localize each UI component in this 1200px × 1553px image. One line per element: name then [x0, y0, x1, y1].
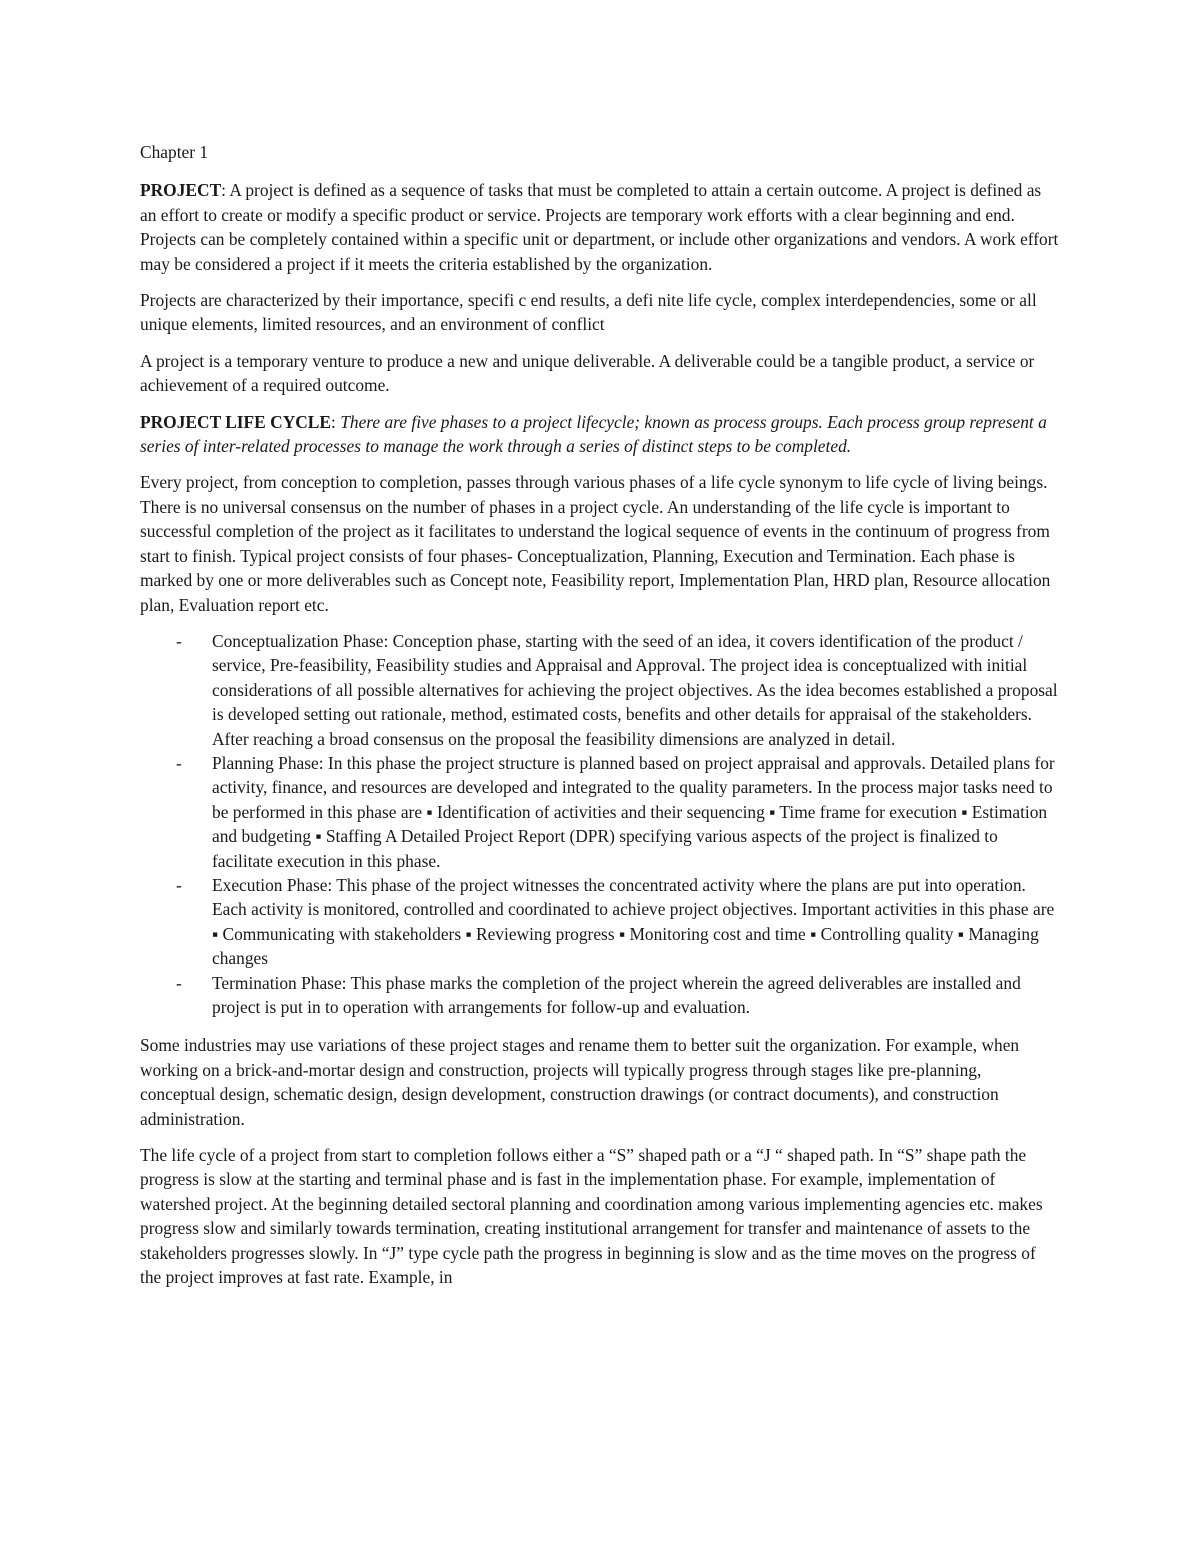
industries-paragraph: Some industries may use variations of these project stages and rename them to better suit the organization. For example, when working on a brick-and-mortar design and construction, projects will typically progress through stages like pre-planning, conceptual design, schematic design, design development, construction drawings (or contract documents), and construction administration.	[140, 1035, 1020, 1129]
life-cycle-term: PROJECT LIFE CYCLE	[140, 411, 332, 432]
list-item-text: Conceptualization Phase: Conception phase, starting with the seed of an idea, it covers identification of the product / service, Pre-feasibility, Feasibility studies and Appraisal and Approval. The project idea is conceptualized with initial considerations of all possible alternatives for achieving the project objectives. As the idea becomes established a proposal is developed setting out rationale, method, estimated costs, benefits and other details for appraisal of the stakeholders. After reaching a broad consensus on the proposal the feasibility dimensions are analyzed in detail.	[212, 630, 1058, 749]
temporary-venture-paragraph: A project is a temporary venture to produce a new and unique deliverable. A deliverable could be a tangible product, a service or achievement of a required outcome.	[140, 350, 1035, 396]
list-item-planning	[140, 751, 1060, 873]
document-page	[140, 140, 1060, 1301]
characteristics-paragraph: Projects are characterized by their importance, specifi c end results, a defi nite life cycle, complex interdependencies, some or all unique elements, limited resources, and an environment of conflict	[140, 290, 1037, 335]
list-item-conceptualization	[140, 629, 1060, 751]
s-j-shaped-path-paragraph: The life cycle of a project from start to completion follows either a “S” shaped path or a “J “ shaped path. In “S” shape path the progress is slow at the starting and terminal phase and is fast in the implementation phase. For example, implementation of watershed project. At the beginning detailed sectoral planning and coordination among various implementing agencies etc. makes progress slow and similarly towards termination, creating institutional arrangement for transfer and maintenance of assets to the stakeholders progresses slowly. In “J” type cycle path the progress in beginning is slow and as the time moves on the progress of the project improves at fast rate. Example, in	[140, 1145, 1043, 1288]
life-cycle-paragraph	[140, 410, 1060, 459]
list-bullet: -	[176, 630, 182, 651]
project-definition-paragraph	[140, 178, 1060, 276]
life-cycle-colon: :	[331, 411, 341, 432]
list-item-text: Execution Phase: This phase of the project witnesses the concentrated activity where the plans are put into operation. Each activity is monitored, controlled and coordinated to achieve project objectives. Important activities in this phase are ▪ Communicating with stakeholders ▪ Reviewing progress ▪ Monitoring cost and time ▪ Controlling quality ▪ Managing changes	[212, 874, 1055, 969]
list-bullet: -	[176, 972, 182, 993]
list-bullet: -	[176, 752, 182, 773]
list-item-text: Planning Phase: In this phase the project structure is planned based on project appraisal and approvals. Detailed plans for activity, finance, and resources are developed and integrated to the quality parameters. In the process major tasks need to be performed in this phase are ▪ Identification of activities and their sequencing ▪ Time frame for execution ▪ Estimation and budgeting ▪ Staffing A Detailed Project Report (DPR) specifying various aspects of the project is finalized to facilitate execution in this phase.	[212, 752, 1055, 871]
list-item-execution	[140, 873, 1060, 971]
every-project-paragraph: Every project, from conception to completion, passes through various phases of a life cycle synonym to life cycle of living beings. There is no universal consensus on the number of phases in a project cycle. An understanding of the life cycle is important to successful completion of the project as it facilitates to understand the logical sequence of events in the continuum of progress from start to finish. Typical project consists of four phases- Conceptualization, Planning, Execution and Termination. Each phase is marked by one or more deliverables such as Concept note, Feasibility report, Implementation Plan, HRD plan, Resource allocation plan, Evaluation report etc.	[140, 472, 1051, 615]
phases-list	[140, 629, 1060, 1020]
chapter-heading: Chapter 1	[140, 142, 209, 162]
list-item-termination	[140, 971, 1060, 1020]
list-bullet: -	[176, 874, 182, 895]
life-cycle-definition-text: There are five phases to a project lifecycle; known as process groups. Each process group represent a series of inter-related processes to manage the work through a series of distinct steps to be completed.	[140, 411, 1047, 457]
list-item-text: Termination Phase: This phase marks the completion of the project wherein the agreed deliverables are installed and project is put in to operation with arrangements for follow-up and evaluation.	[212, 972, 1021, 1017]
project-definition-text: : A project is defined as a sequence of tasks that must be completed to attain a certain outcome. A project is defined as an effort to create or modify a specific product or service. Projects are temporary work efforts with a clear beginning and end. Projects can be completely contained within a specific unit or department, or include other organizations and vendors. A work effort may be considered a project if it meets the criteria established by the organization.	[140, 180, 1059, 274]
project-term: PROJECT	[140, 180, 222, 201]
